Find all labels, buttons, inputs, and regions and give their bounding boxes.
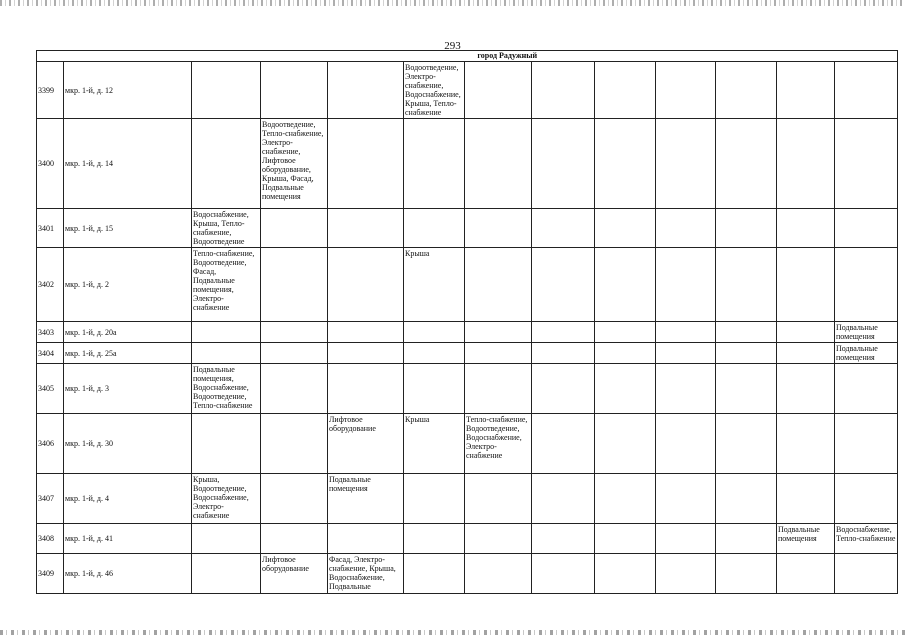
work-type-cell [835, 209, 898, 248]
work-type-cell [777, 209, 835, 248]
work-type-cell [595, 248, 656, 322]
work-type-cell [532, 62, 595, 119]
scan-edge-bottom [0, 630, 905, 635]
work-type-cell: Водоотведение, Электро-снабжение, Водоснабжение, Крыша, Тепло-снабжение [404, 62, 465, 119]
work-type-cell [595, 474, 656, 524]
work-type-cell [595, 343, 656, 364]
work-type-cell [328, 364, 404, 414]
work-type-cell [532, 248, 595, 322]
work-type-cell [261, 343, 328, 364]
work-type-cell [404, 209, 465, 248]
work-type-cell [716, 62, 777, 119]
table-row [37, 364, 898, 414]
work-type-cell [328, 62, 404, 119]
work-type-cell: Водоотведение, Тепло-снабжение, Электро-снабжение, Лифтовое оборудование, Крыша, Фасад, Подвальные помещения [261, 119, 328, 209]
work-type-cell [404, 322, 465, 343]
work-type-cell [465, 209, 532, 248]
work-type-cell [835, 62, 898, 119]
work-type-cell [261, 524, 328, 554]
work-type-cell [656, 524, 716, 554]
work-type-cell [532, 322, 595, 343]
work-type-cell [656, 414, 716, 474]
work-type-cell [835, 119, 898, 209]
work-type-cell [465, 364, 532, 414]
work-type-cell [532, 364, 595, 414]
work-type-cell: Крыша [404, 414, 465, 474]
work-type-cell [716, 414, 777, 474]
address-cell: мкр. 1-й, д. 14 [64, 119, 192, 209]
table-row [37, 209, 898, 248]
work-type-cell: Тепло-снабжение, Водоотведение, Водоснабжение, Электро-снабжение [465, 414, 532, 474]
house-number-cell: 3400 [37, 119, 64, 209]
work-type-cell [716, 209, 777, 248]
work-type-cell [835, 414, 898, 474]
work-type-cell [532, 209, 595, 248]
table-row [37, 474, 898, 524]
table-row [37, 62, 898, 119]
work-type-cell [716, 364, 777, 414]
work-type-cell [192, 414, 261, 474]
work-type-cell [595, 364, 656, 414]
work-type-cell [716, 524, 777, 554]
work-type-cell [532, 119, 595, 209]
work-type-cell: Подвальные помещения, Водоснабжение, Водоотведение, Тепло-снабжение [192, 364, 261, 414]
work-type-cell [595, 414, 656, 474]
work-type-cell [777, 119, 835, 209]
work-type-cell [328, 524, 404, 554]
work-type-cell [777, 474, 835, 524]
table-row [37, 322, 898, 343]
house-number-cell: 3401 [37, 209, 64, 248]
work-type-cell [261, 474, 328, 524]
work-type-cell [532, 524, 595, 554]
work-type-cell [595, 62, 656, 119]
work-type-cell [404, 364, 465, 414]
work-type-cell [328, 322, 404, 343]
work-type-cell [777, 343, 835, 364]
work-type-cell [465, 248, 532, 322]
table-row [37, 343, 898, 364]
work-type-cell [465, 343, 532, 364]
table-row [37, 524, 898, 554]
scan-edge-top [0, 0, 905, 6]
work-type-cell [777, 414, 835, 474]
address-cell: мкр. 1-й, д. 4 [64, 474, 192, 524]
work-type-cell [595, 524, 656, 554]
work-type-cell [465, 554, 532, 594]
work-type-cell [835, 474, 898, 524]
address-cell: мкр. 1-й, д. 3 [64, 364, 192, 414]
work-type-cell [192, 524, 261, 554]
house-number-cell: 3402 [37, 248, 64, 322]
work-type-cell [261, 248, 328, 322]
work-type-cell [465, 322, 532, 343]
work-type-cell [328, 248, 404, 322]
work-type-cell [777, 322, 835, 343]
house-number-cell: 3405 [37, 364, 64, 414]
work-type-cell [777, 248, 835, 322]
house-number-cell: 3409 [37, 554, 64, 594]
work-type-cell [328, 343, 404, 364]
work-type-cell [465, 474, 532, 524]
work-type-cell [656, 209, 716, 248]
address-cell: мкр. 1-й, д. 2 [64, 248, 192, 322]
address-cell: мкр. 1-й, д. 12 [64, 62, 192, 119]
work-type-cell [261, 62, 328, 119]
work-type-cell [595, 322, 656, 343]
work-type-cell: Подвальные помещения [328, 474, 404, 524]
work-type-cell [404, 474, 465, 524]
work-type-cell [404, 554, 465, 594]
work-type-cell [716, 119, 777, 209]
work-type-cell: Подвальные помещения [835, 343, 898, 364]
work-type-cell [595, 119, 656, 209]
work-type-cell [835, 364, 898, 414]
work-type-cell [716, 248, 777, 322]
work-type-cell [465, 62, 532, 119]
work-type-cell [656, 343, 716, 364]
work-type-cell [656, 474, 716, 524]
work-type-cell [261, 209, 328, 248]
work-type-cell: Водоснабжение, Крыша, Тепло-снабжение, Водоотведение [192, 209, 261, 248]
work-type-cell [404, 524, 465, 554]
work-type-cell [465, 524, 532, 554]
address-cell: мкр. 1-й, д. 20а [64, 322, 192, 343]
work-type-cell [835, 248, 898, 322]
work-type-cell [656, 248, 716, 322]
work-type-cell [261, 364, 328, 414]
table-row [37, 414, 898, 474]
address-cell: мкр. 1-й, д. 30 [64, 414, 192, 474]
work-type-cell: Крыша, Водоотведение, Водоснабжение, Электро-снабжение [192, 474, 261, 524]
work-type-cell [656, 364, 716, 414]
work-type-cell [716, 322, 777, 343]
work-schedule-table [36, 50, 898, 594]
address-cell: мкр. 1-й, д. 46 [64, 554, 192, 594]
work-type-cell [716, 554, 777, 594]
work-type-cell [716, 474, 777, 524]
work-type-cell [656, 62, 716, 119]
work-type-cell [595, 209, 656, 248]
house-number-cell: 3403 [37, 322, 64, 343]
work-type-cell [192, 343, 261, 364]
table-row [37, 554, 898, 594]
work-type-cell [595, 554, 656, 594]
address-cell: мкр. 1-й, д. 41 [64, 524, 192, 554]
address-cell: мкр. 1-й, д. 25а [64, 343, 192, 364]
work-type-cell: Лифтовое оборудование [328, 414, 404, 474]
work-type-cell [656, 322, 716, 343]
work-type-cell [716, 343, 777, 364]
work-type-cell [192, 62, 261, 119]
work-type-cell: Фасад, Электро-снабжение, Крыша, Водоснабжение, Подвальные [328, 554, 404, 594]
house-number-cell: 3399 [37, 62, 64, 119]
work-type-cell [328, 119, 404, 209]
work-type-cell [835, 554, 898, 594]
work-type-cell [261, 414, 328, 474]
work-type-cell [328, 209, 404, 248]
page-number: 293 [444, 40, 461, 52]
house-number-cell: 3408 [37, 524, 64, 554]
work-type-cell: Тепло-снабжение, Водоотведение, Фасад, Подвальные помещения, Электро-снабжение [192, 248, 261, 322]
city-name: город Радужный [37, 51, 898, 62]
work-type-cell [465, 119, 532, 209]
house-number-cell: 3404 [37, 343, 64, 364]
work-type-cell: Лифтовое оборудование [261, 554, 328, 594]
city-header-row [37, 51, 898, 62]
address-cell: мкр. 1-й, д. 15 [64, 209, 192, 248]
work-type-cell [192, 119, 261, 209]
house-number-cell: 3407 [37, 474, 64, 524]
work-type-cell [777, 554, 835, 594]
work-type-cell [192, 554, 261, 594]
work-type-cell [777, 364, 835, 414]
work-type-cell [532, 554, 595, 594]
work-type-cell [532, 414, 595, 474]
work-type-cell: Крыша [404, 248, 465, 322]
house-number-cell: 3406 [37, 414, 64, 474]
work-type-cell [404, 119, 465, 209]
work-type-cell [192, 322, 261, 343]
work-type-cell: Водоснабжение, Тепло-снабжение [835, 524, 898, 554]
work-type-cell: Подвальные помещения [777, 524, 835, 554]
work-type-cell [656, 119, 716, 209]
table-row [37, 119, 898, 209]
work-type-cell [261, 322, 328, 343]
work-type-cell [532, 474, 595, 524]
work-type-cell: Подвальные помещения [835, 322, 898, 343]
work-type-cell [656, 554, 716, 594]
work-type-cell [532, 343, 595, 364]
work-type-cell [777, 62, 835, 119]
table-row [37, 248, 898, 322]
work-type-cell [404, 343, 465, 364]
